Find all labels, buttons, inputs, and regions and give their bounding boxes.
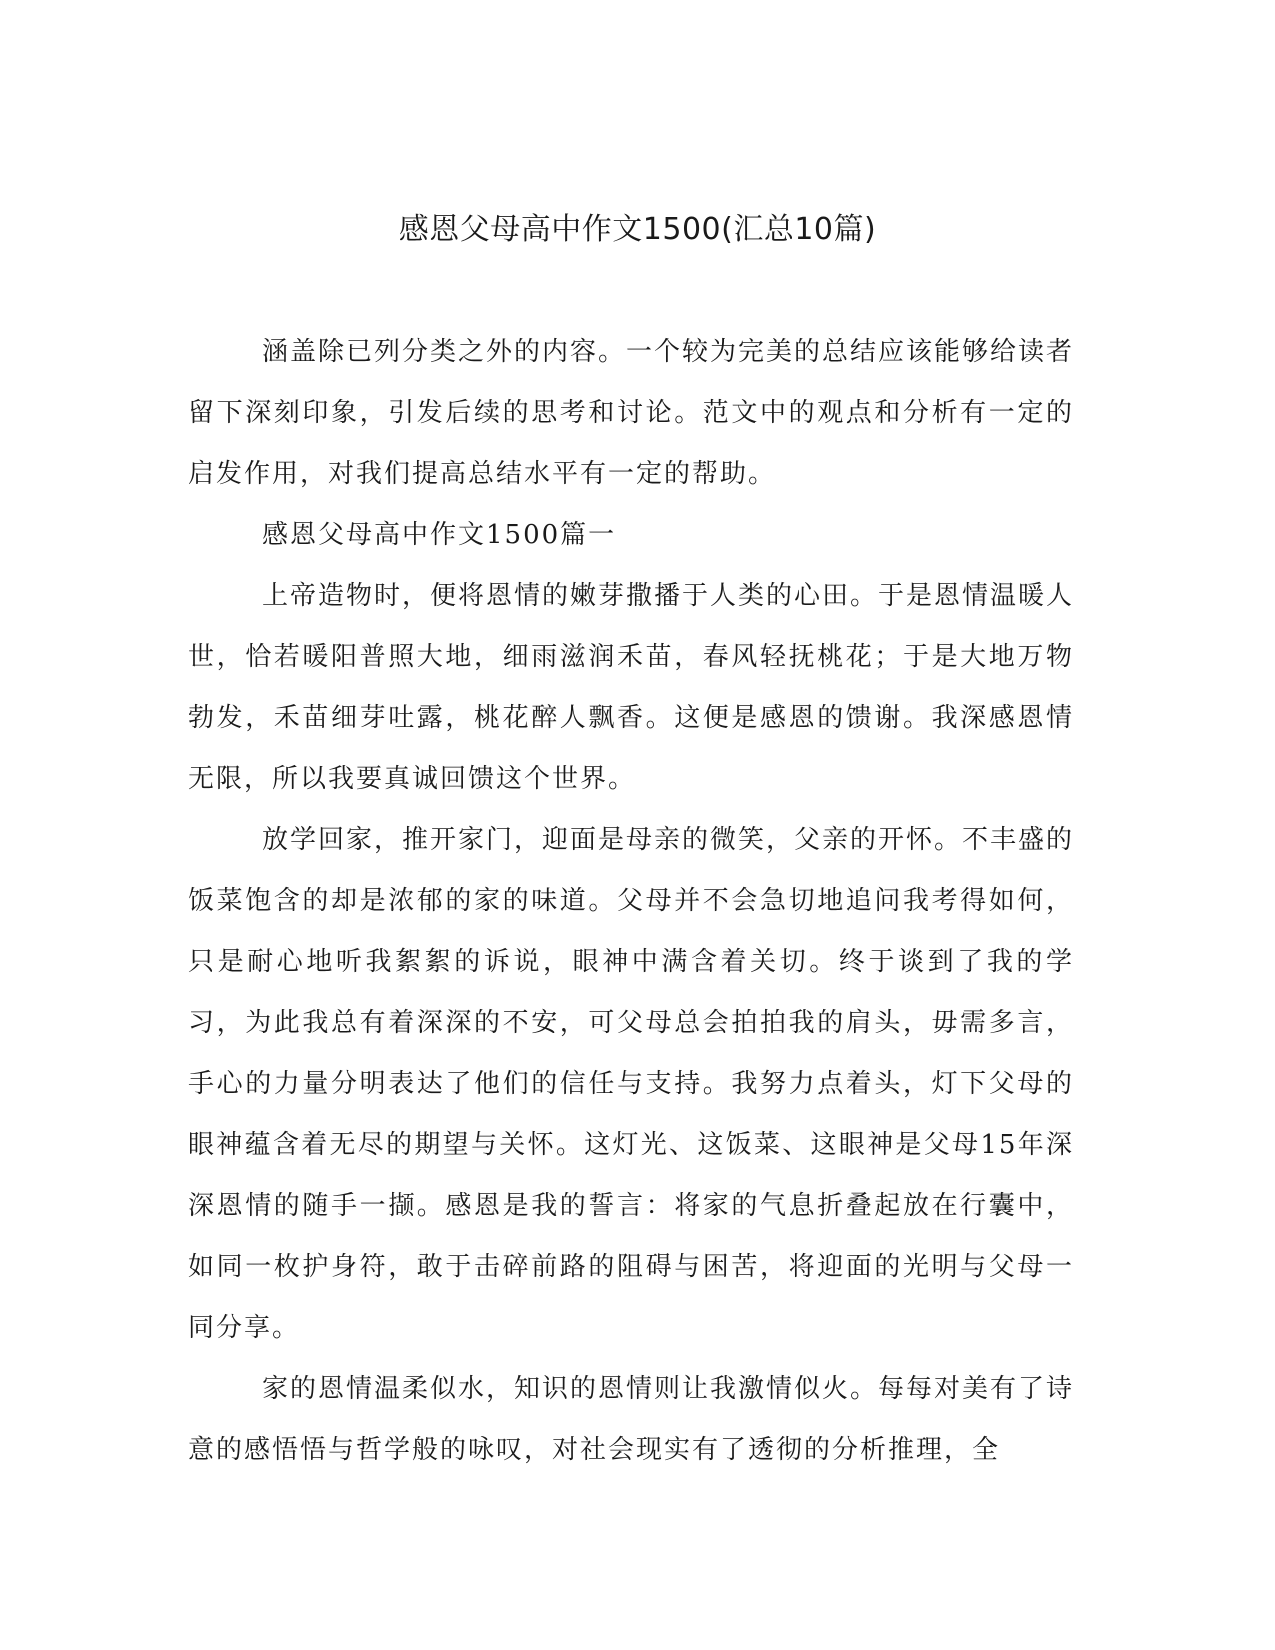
- paragraph: 家的恩情温柔似水，知识的恩情则让我激情似火。每每对美有了诗意的感悟悟与哲学般的咏叹，对社会现实有了透彻的分析推理，全: [188, 1374, 1075, 1465]
- document-body: [188, 322, 1074, 1481]
- paragraph-intro: 涵盖除已列分类之外的内容。一个较为完美的总结应该能够给读者留下深刻印象，引发后续的思考和讨论。范文中的观点和分析有一定的启发作用，对我们提高总结水平有一定的帮助。: [188, 337, 1075, 489]
- paragraph: 上帝造物时，便将恩情的嫩芽撒播于人类的心田。于是恩情温暖人世，恰若暖阳普照大地，细雨滋润禾苗，春风轻抚桃花；于是大地万物勃发，禾苗细芽吐露，桃花醉人飘香。这便是感恩的馈谢。我深感恩情无限，所以我要真诚回馈这个世界。: [188, 581, 1075, 794]
- paragraph: 放学回家，推开家门，迎面是母亲的微笑，父亲的开怀。不丰盛的饭菜饱含的却是浓郁的家的味道。父母并不会急切地追问我考得如何，只是耐心地听我絮絮的诉说，眼神中满含着关切。终于谈到了我的学习，为此我总有着深深的不安，可父母总会拍拍我的肩头，毋需多言，手心的力量分明表达了他们的信任与支持。我努力点着头，灯下父母的眼神蕴含着无尽的期望与关怀。这灯光、这饭菜、这眼神是父母15年深深恩情的随手一撷。感恩是我的誓言：将家的气息折叠起放在行囊中，如同一枚护身符，敢于击碎前路的阻碍与困苦，将迎面的光明与父母一同分享。: [188, 825, 1075, 1343]
- document-title: 感恩父母高中作文1500(汇总10篇): [398, 212, 877, 247]
- section-heading: 感恩父母高中作文1500篇一: [262, 520, 617, 550]
